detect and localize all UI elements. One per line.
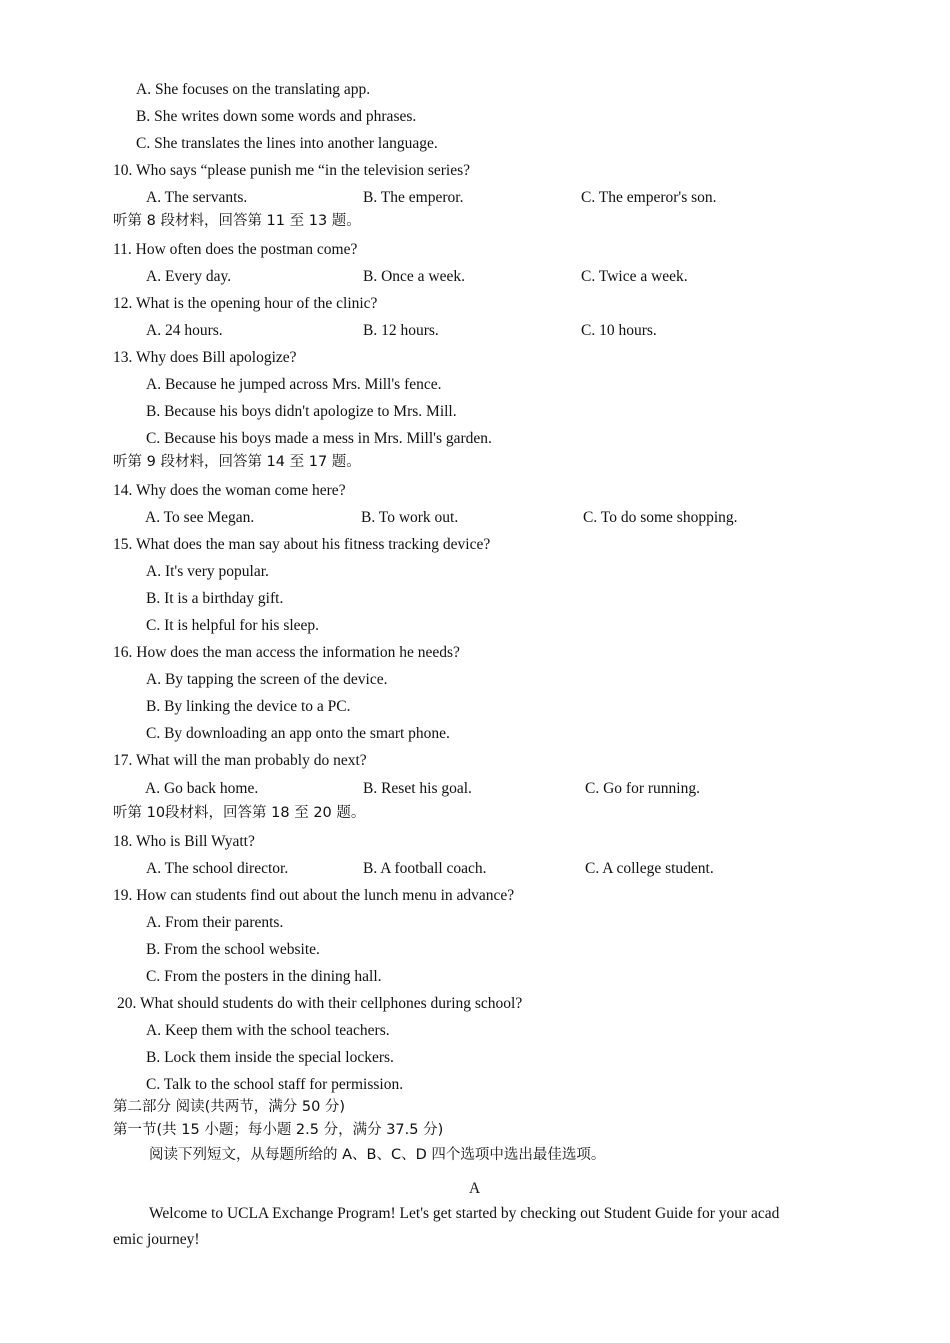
q13-option-a: A. Because he jumped across Mrs. Mill's fence. <box>146 376 442 393</box>
q15-stem: 15. What does the man say about his fitness tracking device? <box>113 536 491 553</box>
q20-option-c: C. Talk to the school staff for permission. <box>146 1076 404 1093</box>
q9-option-a: A. She focuses on the translating app. <box>136 81 371 98</box>
q19-option-c: C. From the posters in the dining hall. <box>146 968 382 985</box>
q12-stem: 12. What is the opening hour of the clinic? <box>113 295 378 312</box>
q17-option-a: A. Go back home. <box>145 780 259 797</box>
part2-title: 第二部分 阅读(共两节，满分 50 分) <box>113 1099 346 1115</box>
part2-instruction: 阅读下列短文，从每题所给的 A、B、C、D 四个选项中选出最佳选项。 <box>149 1147 606 1163</box>
q10-option-b: B. The emperor. <box>363 189 464 206</box>
q18-stem: 18. Who is Bill Wyatt? <box>113 833 255 850</box>
q14-stem: 14. Why does the woman come here? <box>113 482 346 499</box>
q20-stem: 20. What should students do with their cellphones during school? <box>117 995 523 1012</box>
q11-stem: 11. How often does the postman come? <box>113 241 358 258</box>
section-9-heading: 听第 9 段材料，回答第 14 至 17 题。 <box>113 454 361 470</box>
q16-option-c: C. By downloading an app onto the smart phone. <box>146 725 450 742</box>
q18-option-b: B. A football coach. <box>363 860 487 877</box>
q12-option-b: B. 12 hours. <box>363 322 439 339</box>
part2-section1-heading: 第一节(共 15 小题；每小题 2.5 分，满分 37.5 分) <box>113 1122 444 1138</box>
section-8-heading: 听第 8 段材料，回答第 11 至 13 题。 <box>113 213 361 229</box>
q17-option-b: B. Reset his goal. <box>363 780 472 797</box>
q16-option-a: A. By tapping the screen of the device. <box>146 671 388 688</box>
q17-stem: 17. What will the man probably do next? <box>113 752 367 769</box>
q19-stem: 19. How can students find out about the lunch menu in advance? <box>113 887 515 904</box>
passage-line-1: Welcome to UCLA Exchange Program! Let's get started by checking out Student Guide for your acad <box>149 1205 780 1222</box>
q10-option-a: A. The servants. <box>146 189 248 206</box>
q14-option-c: C. To do some shopping. <box>583 509 738 526</box>
q16-stem: 16. How does the man access the information he needs? <box>113 644 460 661</box>
passage-line-2: emic journey! <box>113 1231 200 1248</box>
q16-option-b: B. By linking the device to a PC. <box>146 698 351 715</box>
q9-option-b: B. She writes down some words and phrases. <box>136 108 417 125</box>
q15-option-b: B. It is a birthday gift. <box>146 590 284 607</box>
q13-stem: 13. Why does Bill apologize? <box>113 349 297 366</box>
q11-option-c: C. Twice a week. <box>581 268 688 285</box>
q19-option-a: A. From their parents. <box>146 914 284 931</box>
q18-option-a: A. The school director. <box>146 860 289 877</box>
q12-option-a: A. 24 hours. <box>146 322 223 339</box>
q13-option-c: C. Because his boys made a mess in Mrs. Mill's garden. <box>146 430 492 447</box>
q20-option-a: A. Keep them with the school teachers. <box>146 1022 390 1039</box>
q15-option-a: A. It's very popular. <box>146 563 269 580</box>
passage-label: A <box>469 1180 481 1197</box>
q15-option-c: C. It is helpful for his sleep. <box>146 617 320 634</box>
q13-option-b: B. Because his boys didn't apologize to Mrs. Mill. <box>146 403 457 420</box>
q18-option-c: C. A college student. <box>585 860 714 877</box>
q20-option-b: B. Lock them inside the special lockers. <box>146 1049 394 1066</box>
q10-stem: 10. Who says “please punish me “in the television series? <box>113 162 470 179</box>
q9-option-c: C. She translates the lines into another language. <box>136 135 438 152</box>
q11-option-a: A. Every day. <box>146 268 232 285</box>
q12-option-c: C. 10 hours. <box>581 322 657 339</box>
q14-option-b: B. To work out. <box>361 509 459 526</box>
q14-option-a: A. To see Megan. <box>145 509 255 526</box>
q17-option-c: C. Go for running. <box>585 780 700 797</box>
q10-option-c: C. The emperor's son. <box>581 189 717 206</box>
section-10-heading: 听第 10段材料，回答第 18 至 20 题。 <box>113 805 366 821</box>
q11-option-b: B. Once a week. <box>363 268 465 285</box>
q19-option-b: B. From the school website. <box>146 941 320 958</box>
